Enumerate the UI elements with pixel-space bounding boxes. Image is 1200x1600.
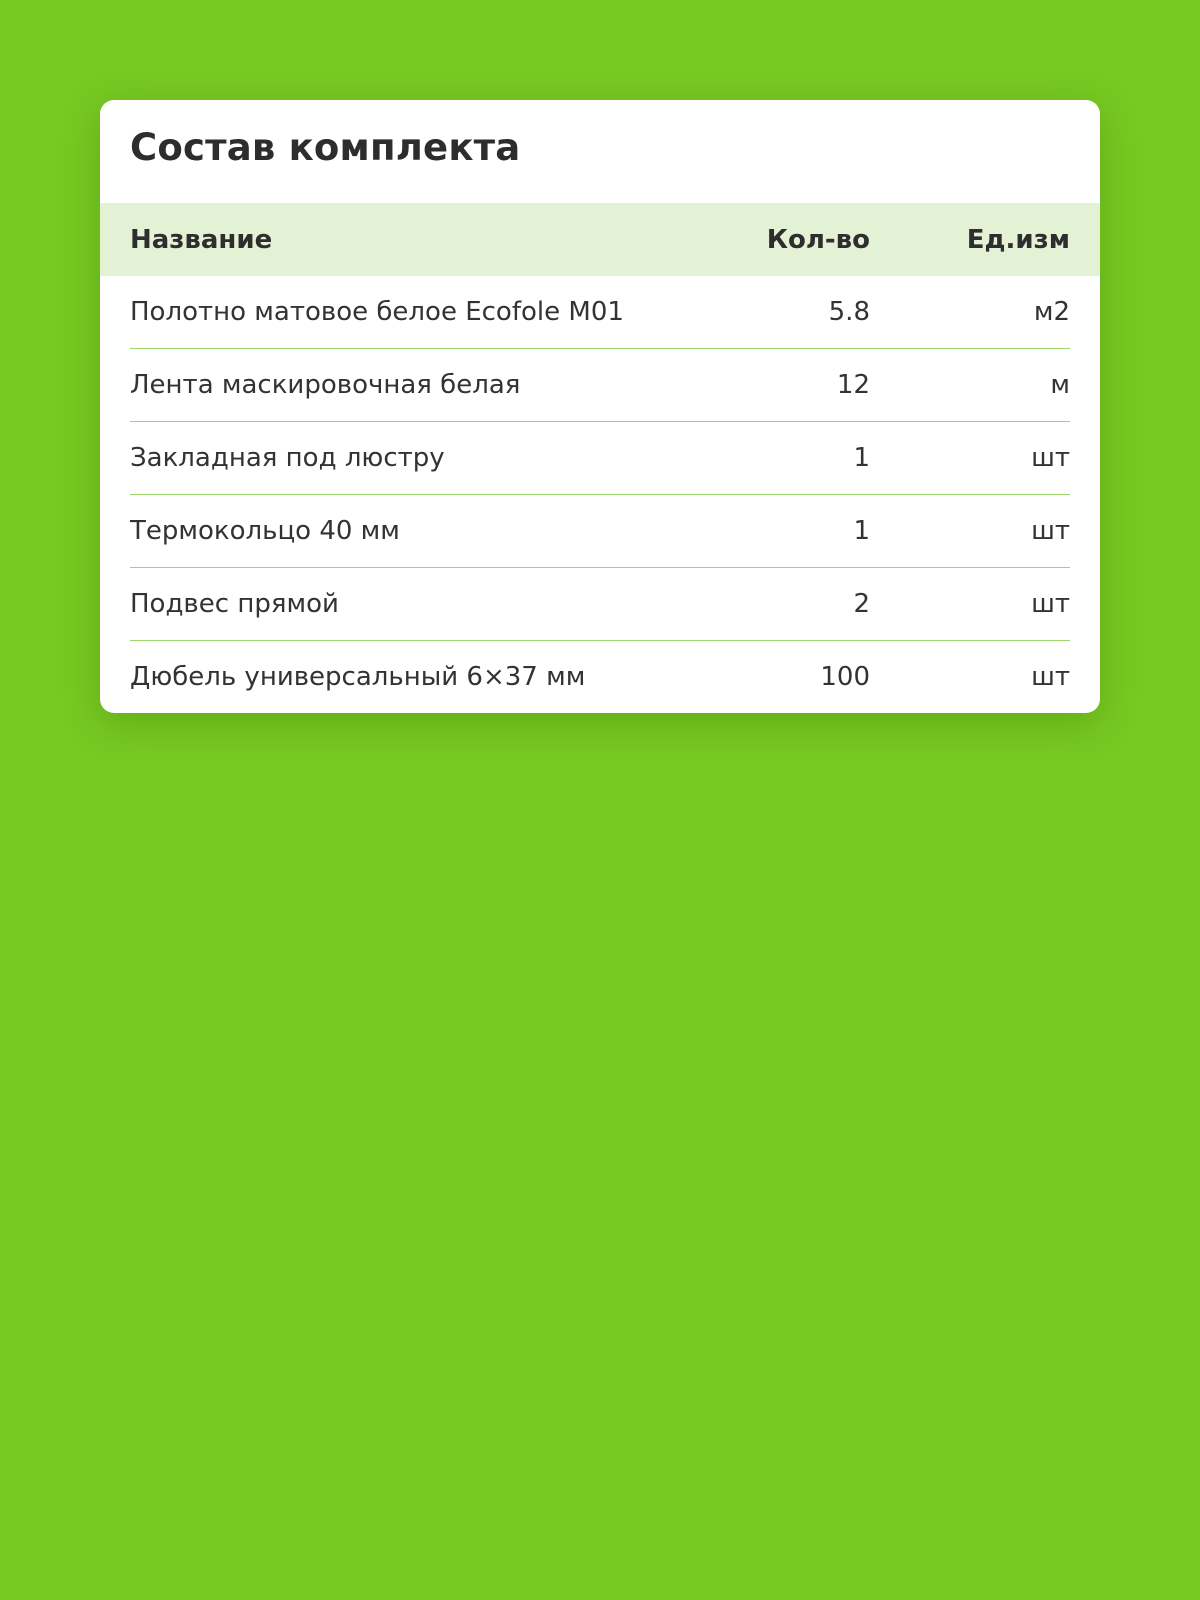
item-qty: 1 bbox=[853, 516, 870, 546]
item-name: Дюбель универсальный 6×37 мм bbox=[130, 662, 586, 692]
table-row bbox=[130, 568, 1070, 641]
item-qty: 1 bbox=[853, 443, 870, 473]
item-name: Полотно матовое белое Ecofole M01 bbox=[130, 297, 624, 327]
item-unit: м bbox=[1050, 370, 1070, 400]
table-row bbox=[130, 349, 1070, 422]
item-name: Лента маскировочная белая bbox=[130, 370, 521, 400]
item-qty: 2 bbox=[853, 589, 870, 619]
table-body bbox=[100, 276, 1100, 713]
header-unit: Ед.изм bbox=[966, 224, 1070, 255]
item-unit: шт bbox=[1031, 443, 1070, 473]
card-title: Состав комплекта bbox=[130, 126, 521, 169]
table-row bbox=[130, 641, 1070, 713]
item-name: Термокольцо 40 мм bbox=[130, 516, 400, 546]
item-qty: 5.8 bbox=[828, 297, 870, 327]
item-unit: шт bbox=[1031, 662, 1070, 692]
item-name: Закладная под люстру bbox=[130, 443, 445, 473]
kit-contents-card bbox=[100, 100, 1100, 713]
table-row bbox=[130, 422, 1070, 495]
item-qty: 100 bbox=[820, 662, 870, 692]
item-qty: 12 bbox=[836, 370, 870, 400]
item-unit: шт bbox=[1031, 589, 1070, 619]
item-name: Подвес прямой bbox=[130, 589, 339, 619]
header-qty: Кол-во bbox=[766, 224, 870, 255]
item-unit: м2 bbox=[1033, 297, 1070, 327]
table-header-row bbox=[100, 203, 1100, 276]
item-unit: шт bbox=[1031, 516, 1070, 546]
table-row bbox=[130, 276, 1070, 349]
table-row bbox=[130, 495, 1070, 568]
header-name: Название bbox=[130, 224, 273, 255]
